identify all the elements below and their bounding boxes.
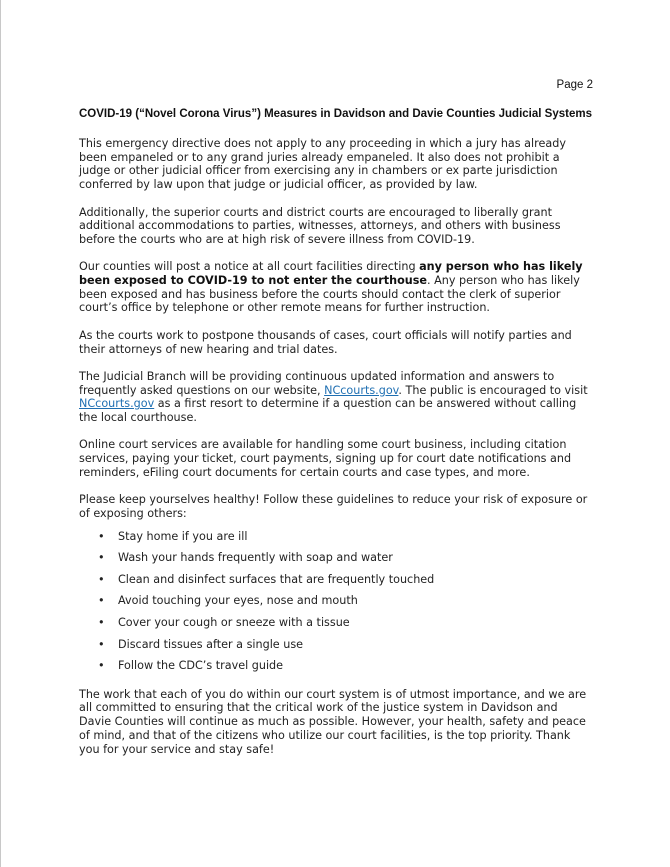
list-item-text: Clean and disinfect surfaces that are frequently touched <box>118 572 435 586</box>
list-item <box>79 612 593 634</box>
list-item-text: Stay home if you are ill <box>118 529 248 543</box>
nccourts-link-1[interactable]: NCcourts.gov <box>324 383 399 397</box>
paragraph-accommodations: Additionally, the superior courts and district courts are encouraged to liberally grant additional accommodations to parties, witnesses, attorneys, and others with business before the courts who are at high risk of severe illness from COVID-19. <box>79 205 561 246</box>
bullet-icon: • <box>98 572 105 586</box>
list-item <box>79 569 593 591</box>
website-text-post: as a first resort to determine if a question can be answered without calling the local courthouse. <box>79 397 577 424</box>
website-text-pre: The Judicial Branch will be providing continuous updated information and answers to frequently asked questions on our website, <box>79 369 555 397</box>
list-item-text: Avoid touching your eyes, nose and mouth <box>118 594 358 608</box>
list-item <box>79 634 593 656</box>
list-item-text: Follow the CDC’s travel guide <box>118 659 284 673</box>
notice-text-post: . Any person who has likely been exposed and has business before the courts should contact the clerk of superior court’s office by telephone or other remote means for further instruction. <box>79 274 580 315</box>
bullet-icon: • <box>98 615 105 629</box>
document-title: COVID-19 (“Novel Corona Virus”) Measures in Davidson and Davie Counties Judicial Systems <box>79 108 592 120</box>
notice-bold-warning: any person who has likely been exposed to COVID-19 to not enter the courthouse <box>79 260 583 287</box>
website-text-mid: . The public is encouraged to visit <box>398 383 588 397</box>
bullet-icon: • <box>98 551 105 565</box>
paragraph-website-info <box>79 370 593 425</box>
paragraph-guidelines-intro: Please keep yourselves healthy! Follow these guidelines to reduce your risk of exposure or of exposing others: <box>79 493 588 520</box>
notice-text-pre: Our counties will post a notice at all court facilities directing <box>79 260 420 274</box>
list-item-text: Wash your hands frequently with soap and water <box>118 551 393 565</box>
list-item-text: Discard tissues after a single use <box>118 637 304 651</box>
paragraph-closing: The work that each of you do within our court system is of utmost importance, and we are all committed to ensuring that the critical work of the justice system in Davidson and Davie Counties will continue as much as possible. However, your health, safety and peace of mind, and that of the citizens who utilize our court facilities, is the top priority. Thank you for your service and stay safe! <box>79 687 587 756</box>
paragraph-courthouse-notice <box>79 260 593 315</box>
bullet-icon: • <box>98 529 105 543</box>
page-number: Page 2 <box>556 79 593 91</box>
nccourts-link-2[interactable]: NCcourts.gov <box>79 397 155 411</box>
list-item <box>79 655 593 677</box>
paragraph-postponement: As the courts work to postpone thousands of cases, court officials will notify parties and their attorneys of new hearing and trial dates. <box>79 328 572 356</box>
list-item <box>79 590 593 612</box>
list-item <box>79 547 593 569</box>
paragraph-jury-exception: This emergency directive does not apply to any proceeding in which a jury has already been empaneled or to any grand juries already empaneled. It also does not prohibit a judge or other judicial officer from exercising any in chambers or ex parte jurisdiction conferred by law upon that judge or judicial officer, as provided by law. <box>79 137 566 192</box>
bullet-icon: • <box>98 637 105 651</box>
paragraph-online-services: Online court services are available for handling some court business, including citation services, paying your ticket, court payments, signing up for court date notifications and reminders, eFiling court documents for certain courts and case types, and more. <box>79 438 572 479</box>
page-edge <box>0 0 1 867</box>
document-body <box>79 137 593 770</box>
bullet-icon: • <box>98 659 105 673</box>
list-item-text: Cover your cough or sneeze with a tissue <box>118 615 350 629</box>
list-item <box>79 526 593 548</box>
guidelines-list <box>79 526 593 677</box>
bullet-icon: • <box>98 594 105 608</box>
